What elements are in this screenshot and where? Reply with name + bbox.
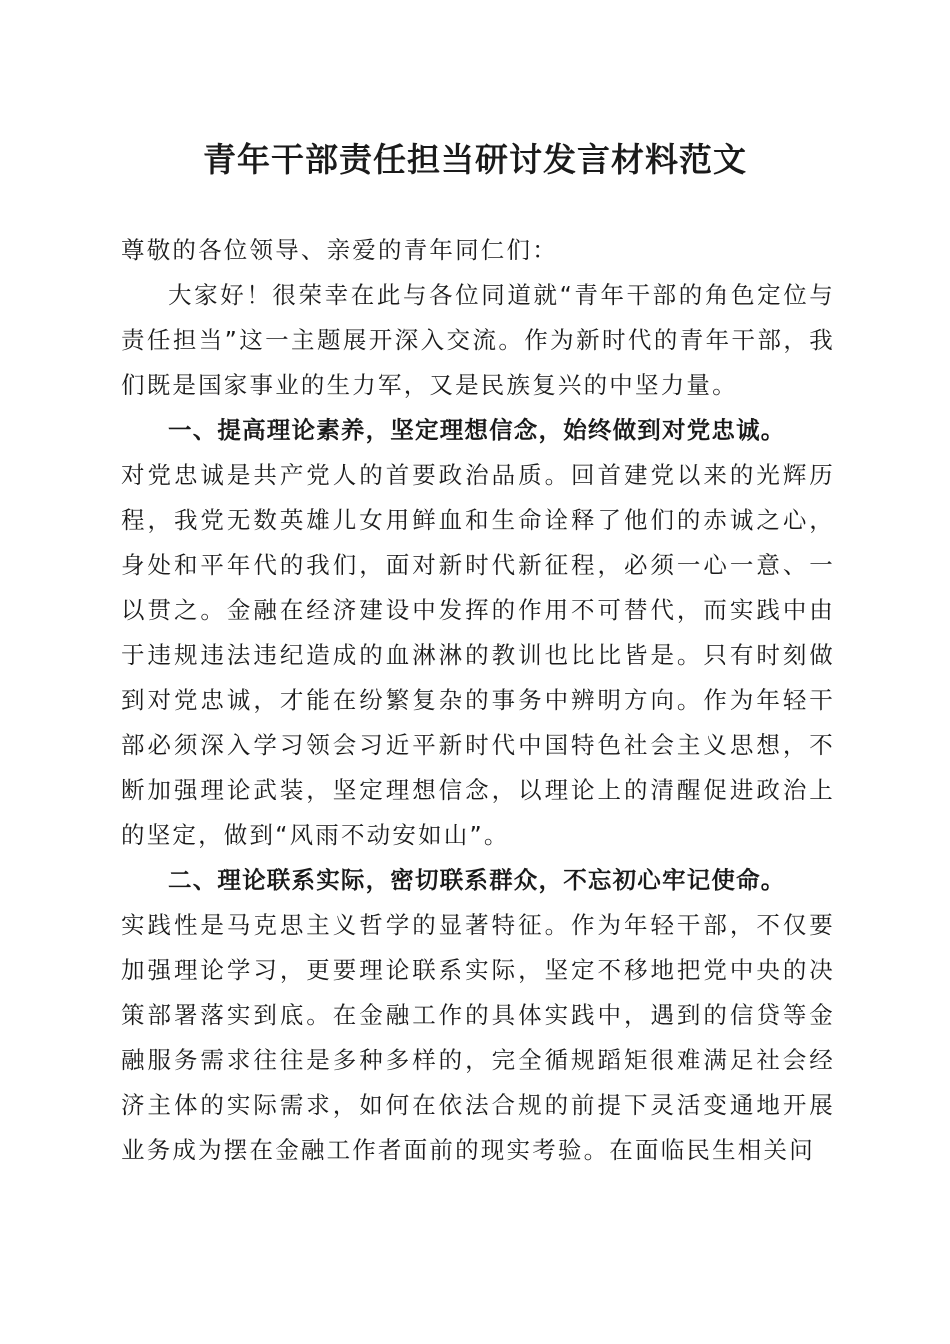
document-body [121,228,835,1173]
section-2-body: 实践性是马克思主义哲学的显著特征。作为年轻干部，不仅要加强理论学习，更要理论联系实际，坚定不移地把党中央的决策部署落实到底。在金融工作的具体实践中，遇到的信贷等金融服务需求往往是多种多样的，完全循规蹈矩很难满足社会经济主体的实际需求，如何在依法合规的前提下灵活变通地开展业务成为摆在金融工作者面前的现实考验。在面临民生相关问 [121,911,835,1164]
salutation: 尊敬的各位领导、亲爱的青年同仁们： [121,236,558,264]
section-2-heading: 二、理论联系实际，密切联系群众，不忘初心牢记使命。 [168,866,786,894]
section-1-heading: 一、提高理论素养，坚定理想信念，始终做到对党忠诚。 [168,416,786,444]
section-1-body: 对党忠诚是共产党人的首要政治品质。回首建党以来的光辉历程，我党无数英雄儿女用鲜血和生命诠释了他们的赤诚之心，身处和平年代的我们，面对新时代新征程，必须一心一意、一以贯之。金融在经济建设中发挥的作用不可替代，而实践中由于违规违法违纪造成的血淋淋的教训也比比皆是。只有时刻做到对党忠诚，才能在纷繁复杂的事务中辨明方向。作为年轻干部必须深入学习领会习近平新时代中国特色社会主义思想，不断加强理论武装，坚定理想信念，以理论上的清醒促进政治上的坚定，做到“风雨不动安如山”。 [121,461,835,849]
document-title: 青年干部责任担当研讨发言材料范文 [203,140,747,179]
intro-paragraph: 大家好！很荣幸在此与各位同道就“青年干部的角色定位与责任担当”这一主题展开深入交流。作为新时代的青年干部，我们既是国家事业的生力军，又是民族复兴的中坚力量。 [121,281,835,399]
